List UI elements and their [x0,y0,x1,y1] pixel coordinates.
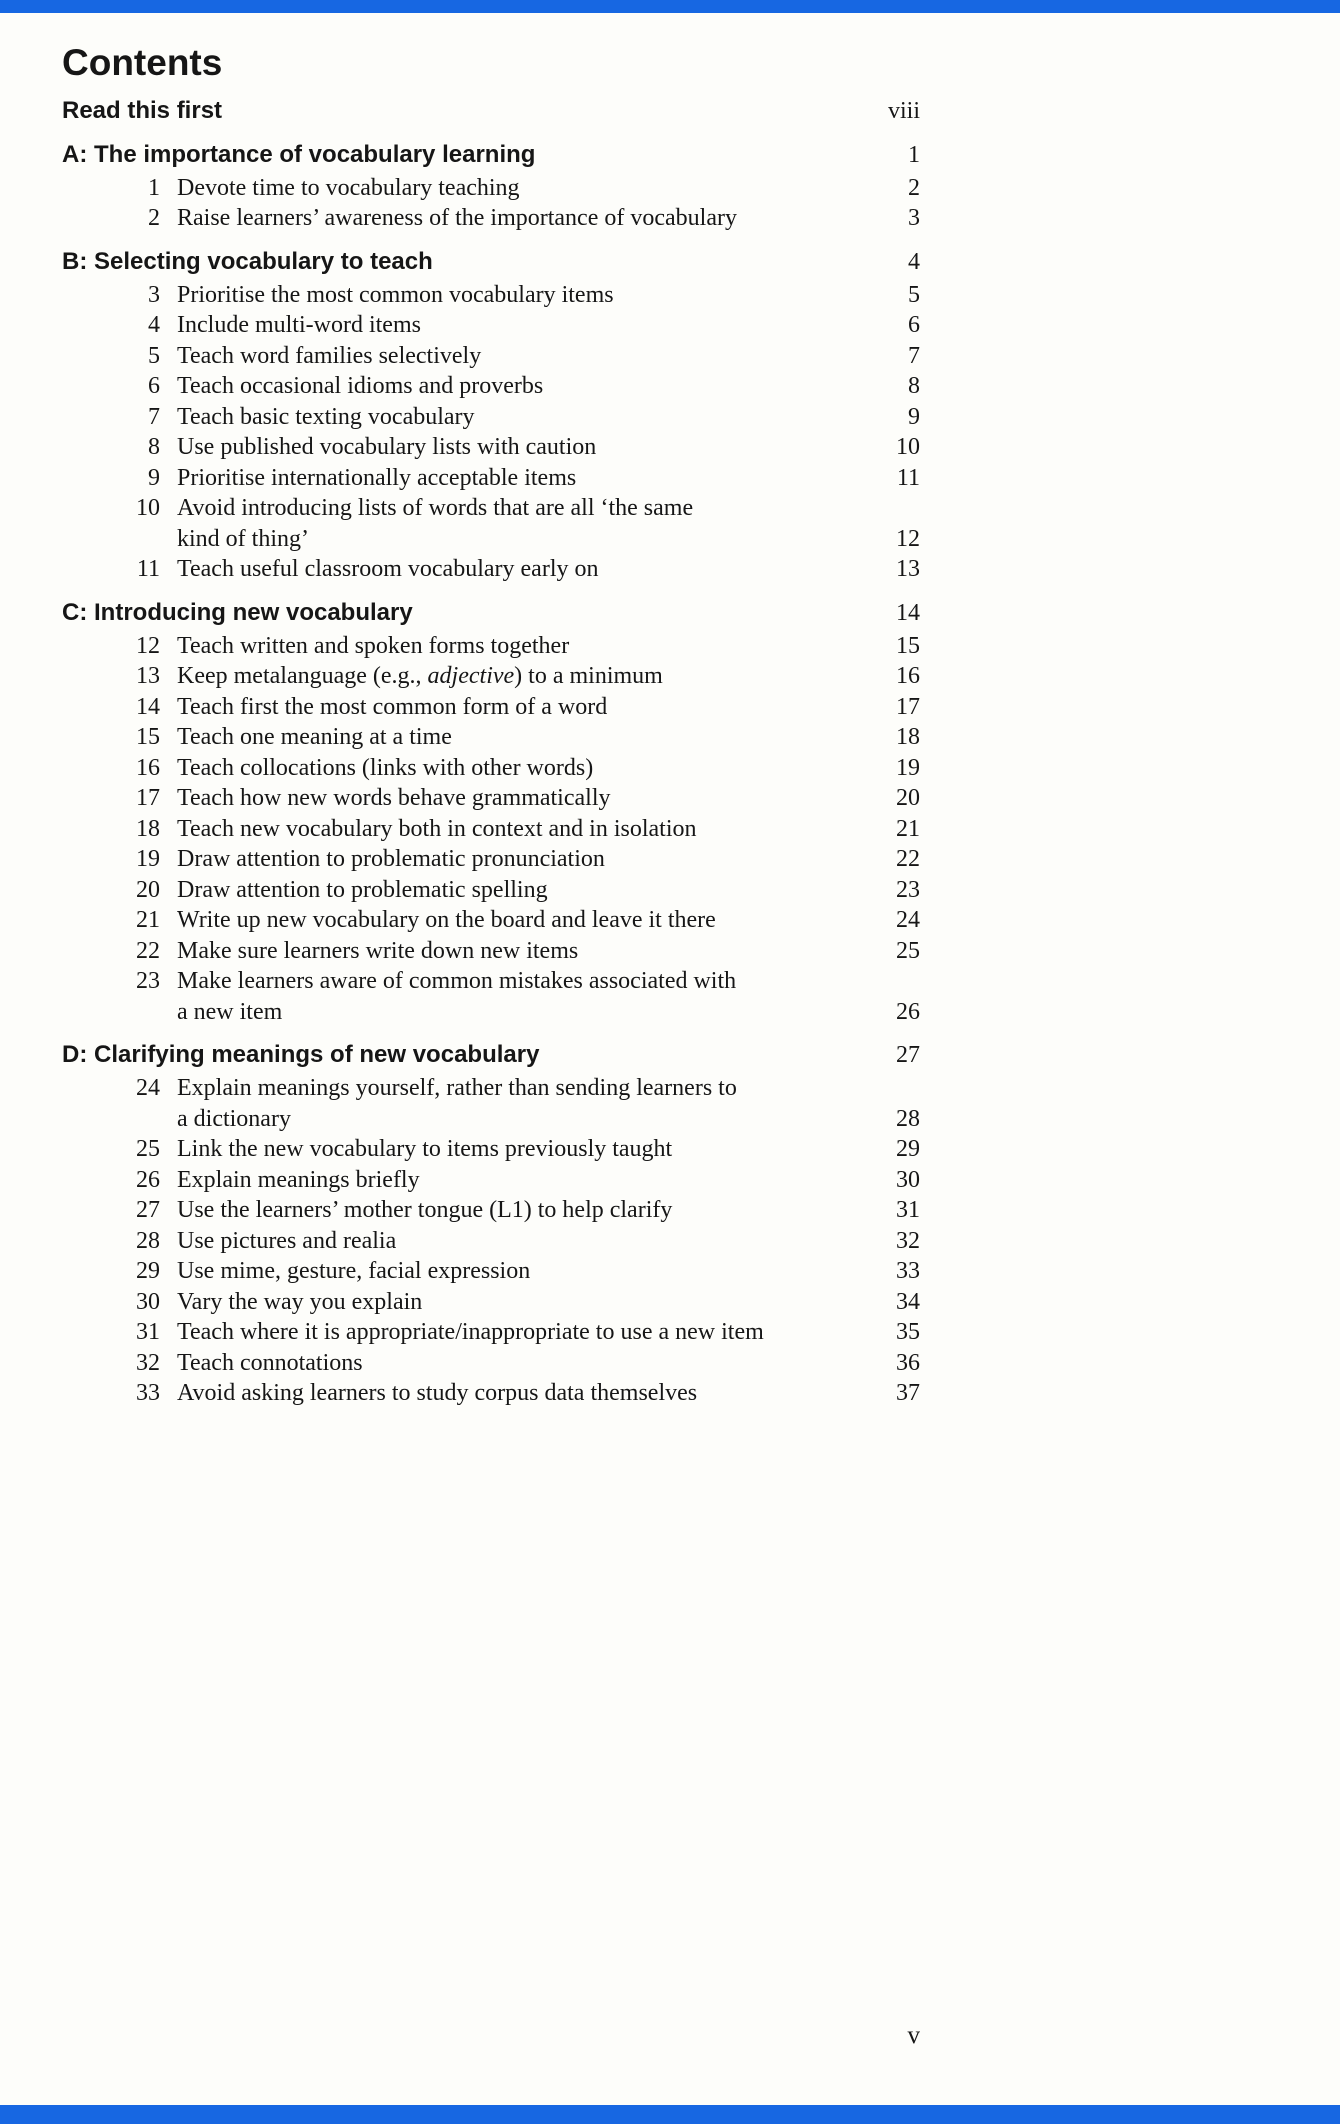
item-title [177,310,856,341]
item-title [177,432,856,463]
item-title-line: a dictionary [177,1105,291,1132]
section-heading: B: Selecting vocabulary to teach [62,247,433,275]
item-title-line: Draw attention to problematic pronunciation [177,846,605,873]
bottom-edge-bar [0,2105,1340,2124]
item-title [177,631,856,662]
toc-item [62,844,920,875]
item-title-line: Use published vocabulary lists with caution [177,434,597,461]
item-title-line [177,661,856,692]
toc-item [62,432,920,463]
toc-content [62,42,920,1409]
toc-item [62,173,920,204]
toc-item [62,1287,920,1318]
italic-text-segment: adjective [427,663,515,690]
section-heading: D: Clarifying meanings of new vocabulary [62,1041,540,1069]
toc-item [62,463,920,494]
item-page-number: 11 [896,464,920,491]
section-page-number: 27 [896,1042,920,1069]
section-page-number: 4 [908,248,920,275]
item-title-line: Make learners aware of common mistakes associated with [177,968,737,995]
item-page-number: 36 [896,1349,920,1376]
item-title-line: Teach collocations (links with other words) [177,754,594,781]
item-number: 19 [136,846,160,873]
item-title-line: Teach written and spoken forms together [177,632,570,659]
item-number: 5 [148,342,160,369]
item-title [177,1348,856,1379]
item-page-number: 3 [908,205,920,232]
item-title [177,753,856,784]
toc-item [62,966,920,1027]
toc-item [62,661,920,692]
toc-item [62,203,920,234]
item-title [177,1226,856,1257]
item-page-number: 25 [896,937,920,964]
toc-item [62,783,920,814]
item-title-line: Use pictures and realia [177,1227,397,1254]
item-title-line: Teach useful classroom vocabulary early on [177,556,599,583]
item-title [177,173,856,204]
toc-item [62,814,920,845]
item-title-line: Teach how new words behave grammatically [177,785,611,812]
item-title [177,661,856,692]
item-number: 32 [136,1349,160,1376]
toc-item [62,1165,920,1196]
item-number: 4 [148,312,160,339]
section-page-number: 14 [896,599,920,626]
item-title-line: Prioritise internationally acceptable items [177,464,577,491]
toc-section [62,595,920,1028]
item-title-line: Raise learners’ awareness of the importance of vocabulary [177,205,737,232]
toc-item [62,280,920,311]
toc-item [62,753,920,784]
item-page-number: 26 [896,998,920,1025]
item-number: 18 [136,815,160,842]
item-title [177,905,856,936]
item-page-number: 5 [908,281,920,308]
item-title [177,966,856,1027]
item-page-number: 15 [896,632,920,659]
front-matter-page: viii [887,97,920,124]
item-number: 8 [148,434,160,461]
item-title-line: Include multi-word items [177,312,421,339]
item-title-line: Make sure learners write down new items [177,937,579,964]
toc-sections [62,137,920,1409]
item-page-number: 9 [908,403,920,430]
toc-item [62,371,920,402]
item-number: 2 [148,205,160,232]
item-page-number: 16 [896,663,920,690]
section-page-number: 1 [908,141,920,168]
item-title-line: Teach basic texting vocabulary [177,403,475,430]
toc-item [62,1195,920,1226]
item-number: 3 [148,281,160,308]
item-number: 9 [148,464,160,491]
toc-item [62,631,920,662]
toc-item [62,1378,920,1409]
item-title [177,844,856,875]
section-heading: A: The importance of vocabulary learning [62,140,536,168]
item-title-line: Teach new vocabulary both in context and in isolation [177,815,697,842]
item-number: 11 [136,556,160,583]
item-title-line: Link the new vocabulary to items previously taught [177,1136,673,1163]
item-title [177,371,856,402]
item-title-line: Use mime, gesture, facial expression [177,1258,531,1285]
toc-item [62,722,920,753]
item-page-number: 22 [896,846,920,873]
item-title [177,1073,856,1134]
toc-item [62,692,920,723]
item-page-number: 24 [896,907,920,934]
item-number: 20 [136,876,160,903]
item-number: 30 [136,1288,160,1315]
item-title-line: Vary the way you explain [177,1288,423,1315]
item-title-line: Use the learners’ mother tongue (L1) to help clarify [177,1197,673,1224]
item-page-number: 30 [896,1166,920,1193]
item-page-number: 6 [908,312,920,339]
item-page-number: 28 [896,1105,920,1132]
item-title-line: Write up new vocabulary on the board and leave it there [177,907,716,934]
front-matter-row [62,95,920,127]
item-number: 15 [136,724,160,751]
item-number: 12 [136,632,160,659]
item-title-line: Teach where it is appropriate/inappropriate to use a new item [177,1319,764,1346]
item-title [177,783,856,814]
item-page-number: 18 [896,724,920,751]
item-number: 10 [136,495,160,522]
item-title-line: Teach first the most common form of a word [177,693,608,720]
item-title [177,1287,856,1318]
text-segment: Keep metalanguage (e.g., [177,663,428,690]
item-title [177,1317,856,1348]
text-segment: ) to a minimum [514,663,663,690]
toc-item [62,1348,920,1379]
item-title [177,936,856,967]
toc-item [62,402,920,433]
item-title-line: Explain meanings briefly [177,1166,420,1193]
top-edge-bar [0,0,1340,13]
item-page-number: 19 [896,754,920,781]
item-number: 16 [136,754,160,781]
front-matter-label: Read this first [62,96,223,124]
item-number: 6 [148,373,160,400]
section-heading-row [62,244,920,280]
toc-item [62,936,920,967]
toc-item [62,1317,920,1348]
toc-item [62,1073,920,1134]
item-title [177,1134,856,1165]
toc-item [62,493,920,554]
item-number: 22 [136,937,160,964]
toc-section [62,244,920,585]
item-title [177,1256,856,1287]
item-title [177,402,856,433]
item-title-line: Explain meanings yourself, rather than sending learners to [177,1075,737,1102]
item-number: 26 [136,1166,160,1193]
item-page-number: 10 [896,434,920,461]
item-title-line: Prioritise the most common vocabulary items [177,281,614,308]
item-number: 17 [136,785,160,812]
toc-item [62,1226,920,1257]
item-page-number: 33 [896,1258,920,1285]
item-title [177,554,856,585]
item-number: 21 [136,907,160,934]
toc-section [62,137,920,234]
toc-item [62,905,920,936]
item-number: 28 [136,1227,160,1254]
toc-item [62,1256,920,1287]
item-title [177,463,856,494]
item-page-number: 21 [896,815,920,842]
item-page-number: 34 [896,1288,920,1315]
item-title-line: Teach connotations [177,1349,363,1376]
item-number: 1 [148,174,160,201]
item-title-line: Teach word families selectively [177,342,482,369]
item-title [177,722,856,753]
section-heading-row [62,1037,920,1073]
item-number: 7 [148,403,160,430]
item-title [177,1165,856,1196]
item-page-number: 29 [896,1136,920,1163]
item-page-number: 31 [896,1197,920,1224]
item-title-line: Teach occasional idioms and proverbs [177,373,544,400]
item-title-line: Teach one meaning at a time [177,724,452,751]
item-title [177,341,856,372]
item-title-line: a new item [177,998,283,1025]
item-number: 31 [136,1319,160,1346]
item-title-line: Avoid asking learners to study corpus data themselves [177,1380,698,1407]
item-page-number: 17 [896,693,920,720]
item-number: 33 [136,1380,160,1407]
item-page-number: 8 [908,373,920,400]
item-page-number: 23 [896,876,920,903]
toc-item [62,554,920,585]
item-page-number: 12 [896,525,920,552]
toc-item [62,875,920,906]
item-page-number: 20 [896,785,920,812]
item-number: 23 [136,968,160,995]
toc-item [62,1134,920,1165]
toc-item [62,341,920,372]
item-number: 25 [136,1136,160,1163]
item-title-line: kind of thing’ [177,525,309,552]
toc-item [62,310,920,341]
section-heading-row [62,595,920,631]
item-title [177,280,856,311]
item-title [177,875,856,906]
item-number: 14 [136,693,160,720]
item-page-number: 7 [908,342,920,369]
item-title-line: Draw attention to problematic spelling [177,876,548,903]
item-title [177,814,856,845]
item-title [177,203,856,234]
item-title [177,692,856,723]
item-number: 24 [136,1075,160,1102]
item-page-number: 2 [908,174,920,201]
item-title-line: Avoid introducing lists of words that are all ‘the same [177,495,694,522]
contents-title: Contents [62,42,223,83]
item-title [177,1195,856,1226]
toc-section [62,1037,920,1409]
item-page-number: 37 [896,1380,920,1407]
item-title [177,493,856,554]
item-title [177,1378,856,1409]
item-number: 29 [136,1258,160,1285]
folio-page-number: v [907,2022,920,2049]
item-page-number: 35 [896,1319,920,1346]
item-number: 27 [136,1197,160,1224]
section-heading-row [62,137,920,173]
item-title-line: Devote time to vocabulary teaching [177,174,520,201]
item-number: 13 [136,663,160,690]
item-page-number: 13 [896,556,920,583]
item-page-number: 32 [896,1227,920,1254]
section-heading: C: Introducing new vocabulary [62,598,413,626]
